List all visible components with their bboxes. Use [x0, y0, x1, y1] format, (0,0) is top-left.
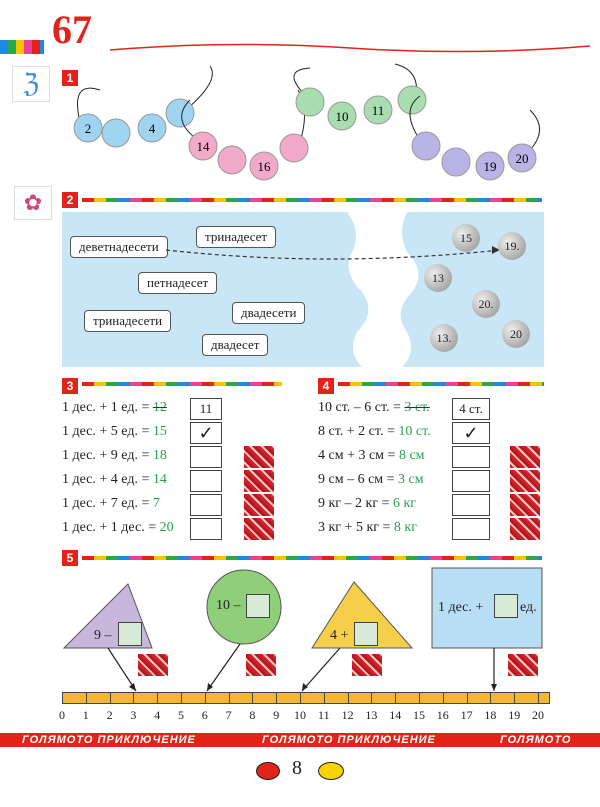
number-line-tick [324, 692, 325, 704]
number-line-label: 6 [201, 708, 208, 722]
ex4-check-box[interactable] [452, 518, 490, 540]
ex3-check-box[interactable] [190, 518, 222, 540]
ex4-expression: 10 ст. – 6 ст. = [318, 400, 405, 415]
number-ball: 13 [424, 264, 452, 292]
number-line-label: 1 [82, 708, 89, 722]
word-card-3[interactable]: петнадесет [138, 272, 217, 294]
ex4-answer: 6 кг [392, 496, 417, 511]
number-line-tick [181, 692, 182, 704]
ex4-row [318, 472, 424, 488]
word-card-1[interactable]: деветнадесети [70, 236, 168, 258]
sticker-placeholder [510, 470, 540, 492]
ex3-row [62, 400, 167, 416]
color-tab-stripes [0, 40, 44, 54]
bead-label: 11 [371, 103, 385, 118]
footer-text-3: ГОЛЯМОТО [500, 734, 572, 746]
sticker-placeholder [244, 470, 274, 492]
number-line-label: 7 [225, 708, 232, 722]
number-line-label: 19 [508, 708, 521, 722]
ex3-answer: 18 [152, 448, 167, 463]
shape-1-answer-box[interactable] [118, 622, 142, 646]
fairy-icon: ℨ [12, 66, 50, 102]
ex3-expression: 1 дес. + 1 ед. = [62, 400, 153, 415]
page-number: 8 [292, 757, 302, 779]
bead [442, 148, 470, 176]
number-line-tick [110, 692, 111, 704]
number-line-label: 13 [365, 708, 378, 722]
footer-text-2: ГОЛЯМОТО ПРИКЛЮЧЕНИЕ [262, 734, 436, 746]
bead [280, 134, 308, 162]
ex3-check-box[interactable]: 11 [190, 398, 222, 420]
ex4-row [318, 448, 425, 464]
ex3-expression: 1 дес. + 5 ед. = [62, 424, 153, 439]
sticker-placeholder [138, 654, 168, 676]
ex3-expression: 1 дес. + 4 ед. = [62, 472, 153, 487]
number-line-label: 9 [273, 708, 280, 722]
header-rule [110, 36, 590, 56]
ex4-check-box[interactable] [452, 470, 490, 492]
ex3-expression: 1 дес. + 9 ед. = [62, 448, 153, 463]
bead-label: 2 [84, 121, 92, 136]
sticker-placeholder [352, 654, 382, 676]
exercise-5-shapes [0, 560, 600, 710]
ex3-answer: 20 [159, 520, 174, 535]
number-line-label: 14 [389, 708, 402, 722]
shape-4-text-before: 1 дес. + [438, 600, 484, 615]
word-card-2[interactable]: тринадесет [196, 226, 276, 248]
number-line-tick [86, 692, 87, 704]
number-line-label: 20 [532, 708, 544, 722]
ex4-check-box[interactable] [452, 446, 490, 468]
number-ball: 13. [430, 324, 458, 352]
ex3-answer: 7 [152, 496, 160, 511]
ex3-check-box[interactable] [190, 494, 222, 516]
sticker-placeholder [510, 518, 540, 540]
ladybug-icon [256, 762, 280, 780]
ex3-row [62, 424, 167, 440]
sticker-placeholder [244, 494, 274, 516]
number-line-label: 15 [413, 708, 425, 722]
number-line-tick [467, 692, 468, 704]
number-line-tick [443, 692, 444, 704]
bead [398, 86, 426, 114]
ex3-answer: 15 [152, 424, 167, 439]
number-line-tick [348, 692, 349, 704]
ex3-check-box[interactable]: ✓ [190, 422, 222, 444]
ex3-expression: 1 дес. + 7 ед. = [62, 496, 153, 511]
dragonfly-icon: ✿ [14, 186, 52, 220]
ex3-expression: 1 дес. + 1 дес. = [62, 520, 160, 535]
section-number-5: 5 [62, 550, 78, 566]
number-line-label: 11 [318, 708, 330, 722]
section-number-2: 2 [62, 192, 78, 208]
section-number-3: 3 [62, 378, 78, 394]
number-ball: 20 [502, 320, 530, 348]
shape-2-answer-box[interactable] [246, 594, 270, 618]
ex4-check-box[interactable]: ✓ [452, 422, 490, 444]
ex4-answer: 10 ст. [398, 424, 431, 439]
ex4-expression: 4 см + 3 см = [318, 448, 399, 463]
bead [412, 132, 440, 160]
number-line-tick [514, 692, 515, 704]
ex4-expression: 9 кг – 2 кг = [318, 496, 393, 511]
bead-chains [60, 60, 560, 190]
sticker-placeholder [246, 654, 276, 676]
ex3-row [62, 520, 174, 536]
ex3-row [62, 472, 167, 488]
number-line-label: 10 [294, 708, 306, 722]
shape-1-text: 9 – [94, 628, 112, 643]
bead-label: 14 [196, 139, 210, 154]
ex4-row [318, 424, 431, 440]
shape-2-text: 10 – [216, 598, 241, 613]
sticker-placeholder [244, 446, 274, 468]
ex4-expression: 9 см – 6 см = [318, 472, 399, 487]
bead [218, 146, 246, 174]
number-line-tick [490, 692, 491, 704]
sticker-placeholder [244, 518, 274, 540]
word-card-4[interactable]: тринадесети [84, 310, 171, 332]
number-line-tick [157, 692, 158, 704]
sticker-placeholder [508, 654, 538, 676]
shape-3-text: 4 + [330, 628, 349, 643]
ex3-check-box[interactable] [190, 470, 222, 492]
bead-label: 10 [335, 109, 349, 124]
number-line-label: 12 [341, 708, 354, 722]
number-line-tick [133, 692, 134, 704]
number-line-tick [252, 692, 253, 704]
bead [296, 88, 324, 116]
ex3-row [62, 448, 167, 464]
number-line-tick [419, 692, 420, 704]
number-line-tick [229, 692, 230, 704]
number-line-tick [371, 692, 372, 704]
ex4-expression: 8 ст. + 2 ст. = [318, 424, 399, 439]
word-card-6[interactable]: двадесет [202, 334, 268, 356]
number-line-label: 4 [154, 708, 161, 722]
number-line-label: 16 [436, 708, 449, 722]
number-ball: 20. [472, 290, 500, 318]
bee-icon [318, 762, 344, 780]
ex4-row [318, 496, 416, 512]
ex3-answer: 14 [152, 472, 167, 487]
shape-3-answer-box[interactable] [354, 622, 378, 646]
shape-4-text-after: ед. [520, 600, 537, 615]
number-line-tick [300, 692, 301, 704]
footer-text-1: ГОЛЯМОТО ПРИКЛЮЧЕНИЕ [22, 734, 196, 746]
number-ball: 15 [452, 224, 480, 252]
ex4-check-box[interactable]: 4 ст. [452, 398, 490, 420]
number-line-label: 5 [178, 708, 184, 722]
bead [166, 99, 194, 127]
section-4-stripe [338, 382, 544, 386]
ex4-answer: 8 кг [393, 520, 417, 535]
number-line-label: 8 [249, 708, 256, 722]
number-line-label: 17 [460, 708, 473, 722]
number-ball: 19. [498, 232, 526, 260]
sticker-placeholder [510, 494, 540, 516]
lesson-number: 67 [52, 7, 92, 52]
number-line-tick [538, 692, 539, 704]
number-line-tick [205, 692, 206, 704]
shape-4-answer-box[interactable] [494, 594, 518, 618]
ex4-expression: 3 кг + 5 кг = [318, 520, 394, 535]
ex4-answer: 8 см [398, 448, 425, 463]
number-line-tick [62, 692, 63, 704]
ex3-check-box[interactable] [190, 446, 222, 468]
ex4-row [318, 400, 430, 416]
section-number-4: 4 [318, 378, 334, 394]
ex3-row [62, 496, 160, 512]
bead-label: 19 [483, 159, 497, 174]
section-3-stripe [82, 382, 282, 386]
bead-label: 16 [257, 159, 271, 174]
sticker-placeholder [510, 446, 540, 468]
number-line-label: 18 [484, 708, 497, 722]
bead-label: 4 [148, 121, 156, 136]
ex4-answer: 3 см [398, 472, 424, 487]
ex4-row [318, 520, 417, 536]
bead [102, 119, 130, 147]
number-line-tick [276, 692, 277, 704]
number-line-tick [395, 692, 396, 704]
ex4-answer: 3 ст. [404, 400, 430, 415]
number-line-bar [62, 692, 550, 704]
bead-label: 20 [515, 151, 529, 166]
ex3-answer: 12 [152, 400, 167, 415]
word-card-5[interactable]: двадесети [232, 302, 305, 324]
number-line-label: 0 [59, 708, 65, 722]
number-line-label: 2 [106, 708, 113, 722]
number-line-label: 3 [130, 708, 137, 722]
section-number-1: 1 [62, 70, 78, 86]
section-2-stripe [82, 198, 542, 202]
ex4-check-box[interactable] [452, 494, 490, 516]
